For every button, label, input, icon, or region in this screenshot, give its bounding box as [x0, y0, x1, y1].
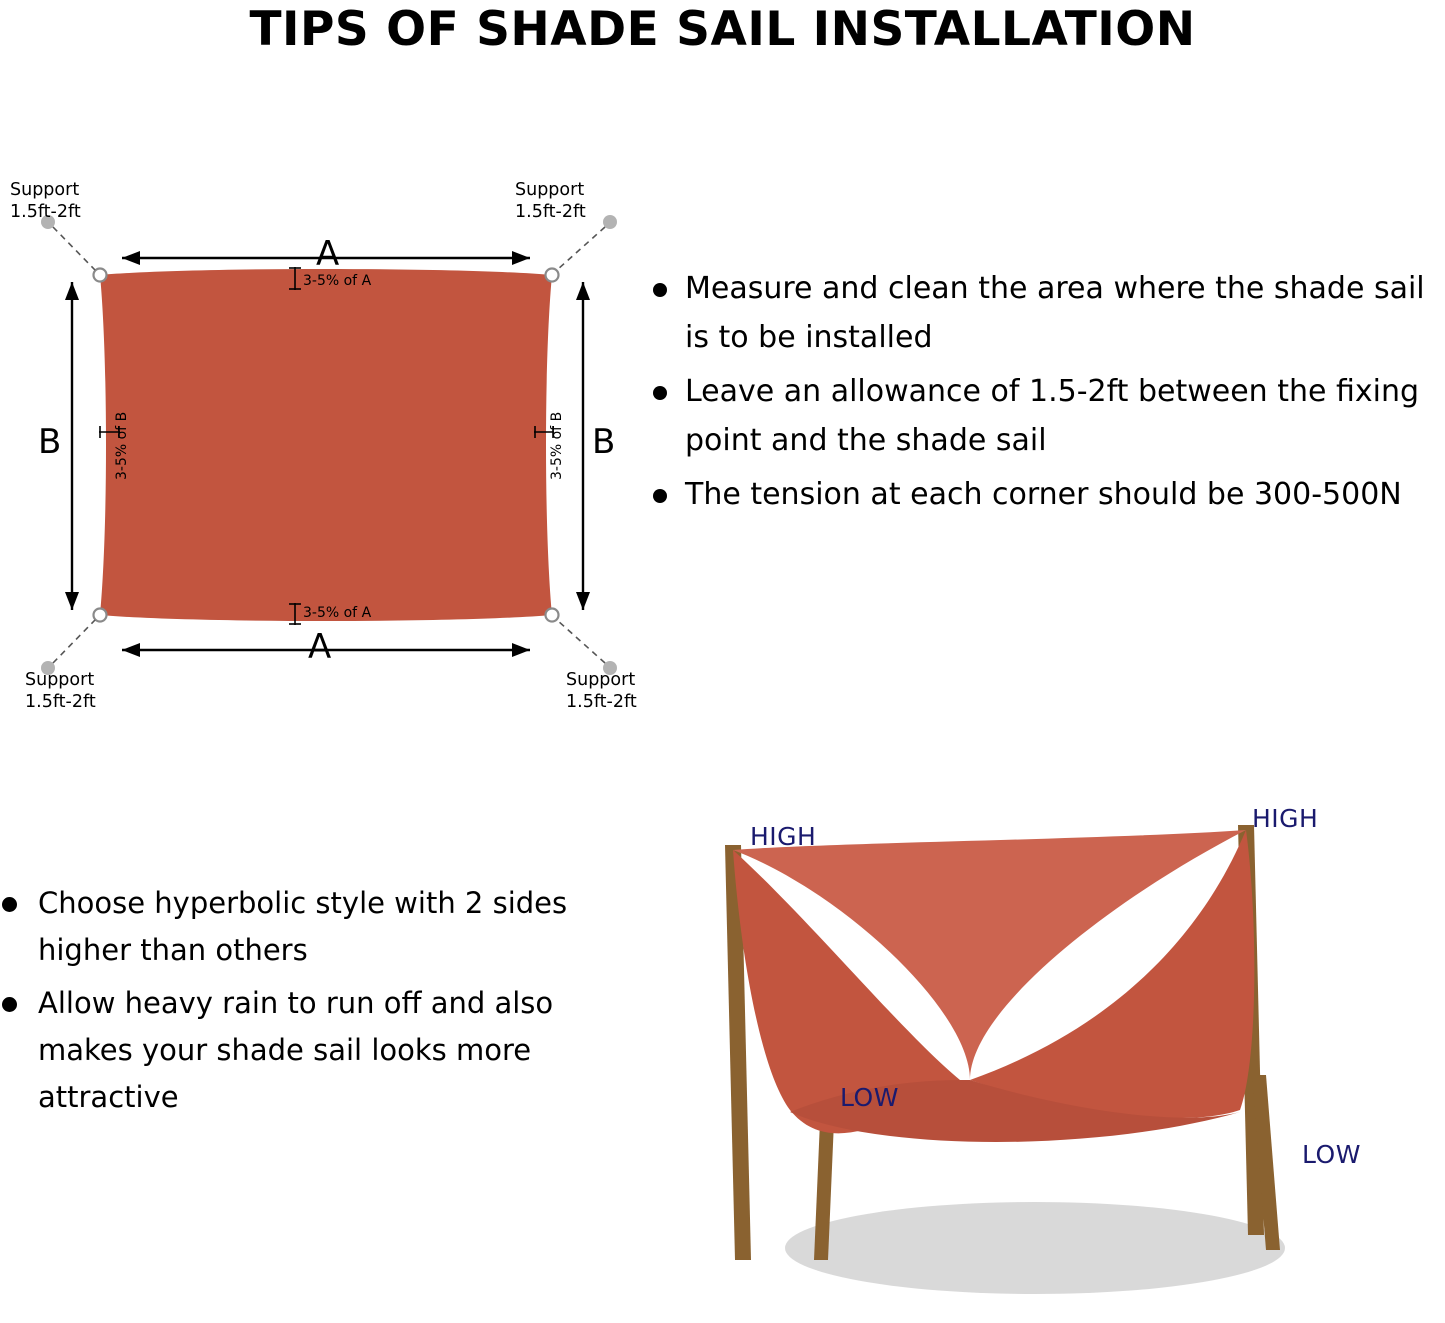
- support-label-bottom-left: [25, 670, 96, 714]
- list-item: Measure and clean the area where the shade sail is to be installed: [645, 265, 1445, 362]
- percent-label-left: 3-5% of B: [114, 411, 130, 480]
- dimension-label-b-right: B: [592, 422, 616, 462]
- support-value: 1.5ft-2ft: [515, 201, 586, 222]
- percent-label-right: 3-5% of B: [549, 411, 565, 480]
- support-name: Support: [10, 180, 80, 200]
- label-high-right: HIGH: [1252, 804, 1319, 833]
- support-name: Support: [515, 180, 585, 200]
- dimension-label-b-left: B: [38, 422, 62, 462]
- percent-label-bottom: 3-5% of A: [303, 605, 372, 621]
- rectangular-sail-diagram: [0, 160, 660, 740]
- label-low-right: LOW: [1302, 1140, 1361, 1169]
- support-label-top-left: [10, 180, 81, 224]
- hyperbolic-sail-diagram: [640, 780, 1445, 1319]
- tips-list-left: [0, 880, 620, 1127]
- dimension-label-a-top: A: [316, 234, 340, 274]
- support-name: Support: [566, 670, 636, 690]
- label-low-left: LOW: [840, 1083, 899, 1112]
- hyperbolic-sail-svg: [640, 780, 1445, 1319]
- list-item: Choose hyperbolic style with 2 sides higher than others: [0, 880, 620, 974]
- support-label-top-right: [515, 180, 586, 224]
- support-value: 1.5ft-2ft: [25, 691, 96, 712]
- list-item: Leave an allowance of 1.5-2ft between the fixing point and the shade sail: [645, 368, 1445, 465]
- list-item: Allow heavy rain to run off and also makes your shade sail looks more attractive: [0, 980, 620, 1121]
- tips-list-right: [645, 265, 1445, 526]
- support-name: Support: [25, 670, 95, 690]
- dimension-label-a-bottom: A: [308, 627, 332, 667]
- support-label-bottom-right: [566, 670, 637, 714]
- list-item: The tension at each corner should be 300-500N: [645, 471, 1445, 520]
- percent-label-top: 3-5% of A: [303, 273, 372, 289]
- support-value: 1.5ft-2ft: [10, 201, 81, 222]
- support-value: 1.5ft-2ft: [566, 691, 637, 712]
- label-high-left: HIGH: [750, 822, 817, 851]
- page-title: TIPS OF SHADE SAIL INSTALLATION: [249, 2, 1196, 57]
